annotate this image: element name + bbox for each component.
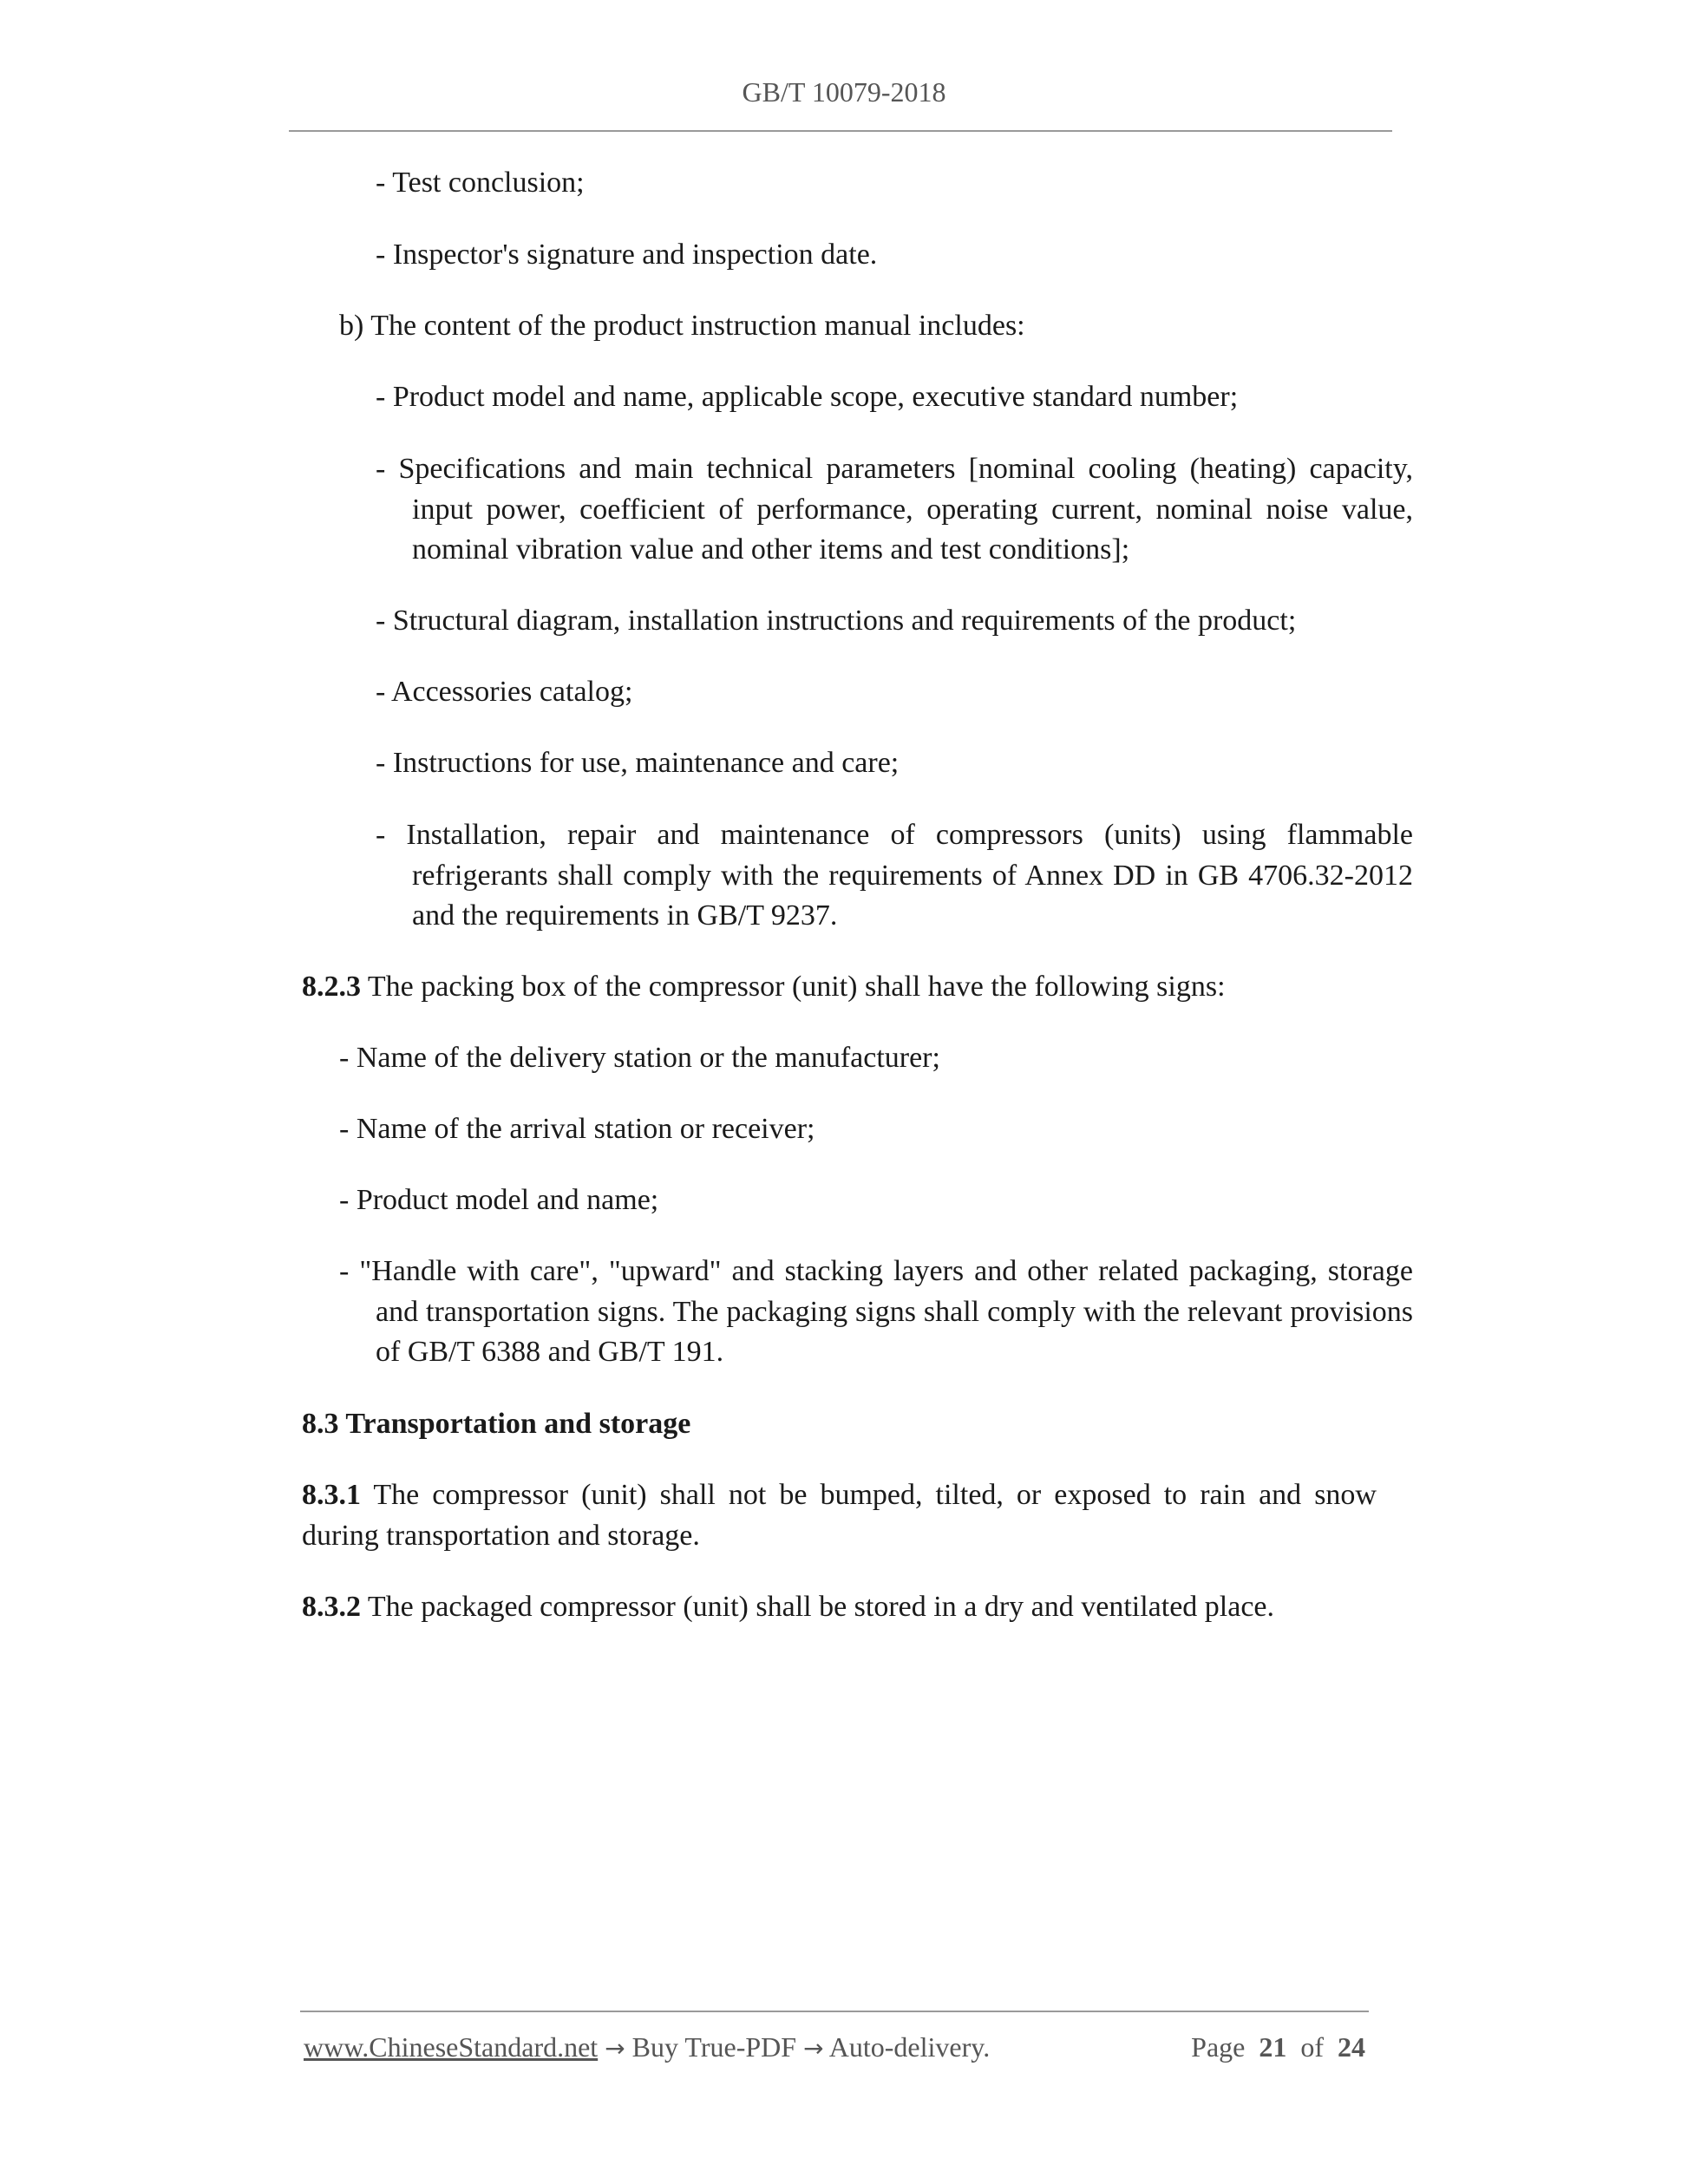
document-header: GB/T 10079-2018 [742,76,946,108]
buy-text: Buy True-PDF [631,2031,797,2063]
clause-number: 8.2.3 [302,971,361,1003]
footer-promo [304,2031,990,2063]
list-item: - Installation, repair and maintenance of compressors (units) using flammable refrigerants shall comply with the requirements of Annex DD in GB 4706.32-2012 and the requirements in GB/T 9237. [376,819,1413,932]
list-item: - Structural diagram, installation instructions and requirements of the product; [376,605,1297,637]
website-link[interactable]: www.ChineseStandard.net [304,2031,599,2063]
list-item: - Name of the arrival station or receiver; [339,1113,815,1145]
footer-divider [300,2011,1369,2012]
list-item: - Specifications and main technical parameters [nominal cooling (heating) capacity, input power, coefficient of performance, operating current, nominal noise value, nominal vibration value and other items and test conditions]; [376,453,1413,566]
list-item: - Inspector's signature and inspection date. [376,239,878,271]
clause-8-3-1 [302,1475,1377,1556]
list-item: - Accessories catalog; [376,676,633,708]
header-divider [289,130,1392,132]
list-item: - Name of the delivery station or the manufacturer; [339,1042,940,1074]
list-item: - "Handle with care", "upward" and stacking layers and other related packaging, storage and transportation signs. The packaging signs shall comply with the relevant provisions of GB/T 6388 and GB/T 191. [339,1255,1413,1368]
clause-8-2-3 [302,967,1226,1007]
page-indicator [1191,2031,1365,2063]
arrow-right-icon: → [803,2034,824,2063]
page-total: 24 [1338,2031,1365,2063]
clause-number: 8.3.1 [302,1479,361,1511]
clause-8-3-2 [302,1587,1274,1627]
clause-text: The compressor (unit) shall not be bumped, tilted, or exposed to rain and snow during transportation and storage. [302,1479,1377,1552]
section-heading: 8.3 Transportation and storage [302,1408,691,1440]
delivery-text: Auto-delivery. [828,2031,991,2063]
clause-text: The packing box of the compressor (unit) shall have the following signs: [361,971,1226,1003]
page-footer [304,2031,1369,2066]
arrow-right-icon: → [605,2034,625,2063]
list-item: - Product model and name, applicable scope, executive standard number; [376,381,1239,413]
page-label: Page [1191,2031,1246,2063]
clause-text: The packaged compressor (unit) shall be stored in a dry and ventilated place. [361,1591,1275,1623]
list-item: - Test conclusion; [376,167,585,199]
page-number: 21 [1259,2031,1287,2063]
list-item: b) The content of the product instruction manual includes: [339,310,1025,342]
list-item: - Product model and name; [339,1184,659,1216]
of-label: of [1300,2031,1324,2063]
list-item: - Instructions for use, maintenance and care; [376,747,900,779]
clause-number: 8.3.2 [302,1591,361,1623]
